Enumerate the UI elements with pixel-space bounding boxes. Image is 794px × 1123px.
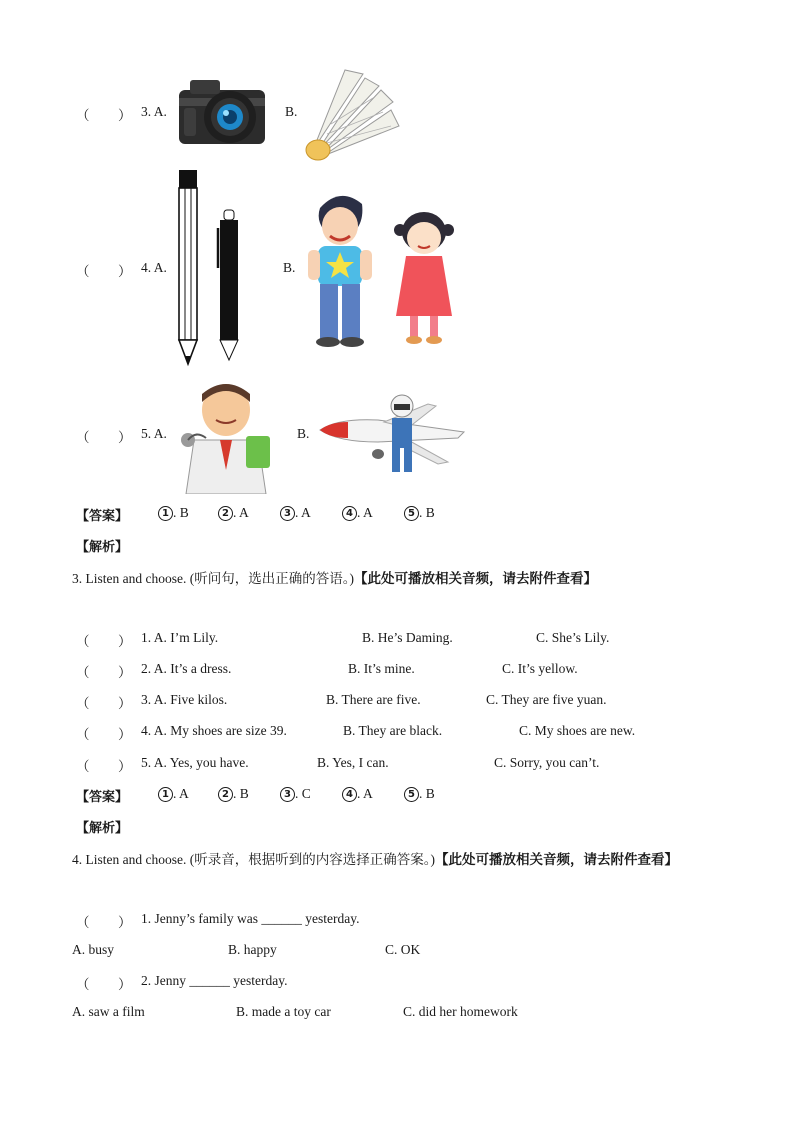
answer-label: 【答案】 xyxy=(76,509,129,524)
shuttlecock-image xyxy=(303,68,401,162)
answer-paren-open: （ xyxy=(76,759,90,774)
answer-paren-open: （ xyxy=(76,727,90,742)
camera-image xyxy=(176,74,268,148)
answer-paren-open: （ xyxy=(76,977,90,992)
answer-paren-open: （ xyxy=(76,108,90,123)
boy-and-girl-image xyxy=(306,190,464,350)
option-b-label: B. xyxy=(283,260,296,275)
analysis-label: 【解析】 xyxy=(76,821,129,836)
option-c: C. did her homework xyxy=(403,1004,518,1019)
question-text: 1. Jenny’s family was ______ yesterday. xyxy=(141,911,360,926)
option-b: B. He’s Daming. xyxy=(362,630,453,645)
answer-paren-close: ） xyxy=(118,108,132,123)
answer-paren-open: （ xyxy=(76,430,90,445)
option-a: 2. A. It’s a dress. xyxy=(141,661,232,676)
answer-paren-open: （ xyxy=(76,634,90,649)
answer-paren-open: （ xyxy=(76,696,90,711)
doctor-image xyxy=(176,380,280,494)
answer-paren-open: （ xyxy=(76,665,90,680)
analysis-label: 【解析】 xyxy=(76,540,129,555)
option-a: 3. A. Five kilos. xyxy=(141,692,228,707)
answer-paren-open: （ xyxy=(76,264,90,279)
answer-paren-close: ） xyxy=(118,915,132,930)
option-b: B. It’s mine. xyxy=(348,661,415,676)
option-b: B. made a toy car xyxy=(236,1004,331,1019)
answer-item: 2 . A xyxy=(218,505,249,521)
option-b-label: B. xyxy=(297,426,310,441)
answer-item: 5 . B xyxy=(404,505,435,521)
answer-item: 1 . A xyxy=(158,786,189,802)
answer-paren-close: ） xyxy=(118,634,132,649)
answer-paren-close: ） xyxy=(118,977,132,992)
option-c: C. It’s yellow. xyxy=(502,661,578,676)
option-a: 5. A. Yes, you have. xyxy=(141,755,249,770)
question-number: 4. A. xyxy=(141,260,167,275)
option-a: A. busy xyxy=(72,942,115,957)
answer-item: 2 . B xyxy=(218,786,249,802)
answer-paren-close: ） xyxy=(118,759,132,774)
answer-paren-close: ） xyxy=(118,727,132,742)
answer-paren-close: ） xyxy=(118,665,132,680)
answer-paren-close: ） xyxy=(118,430,132,445)
section-4-title: 4. Listen and choose. (听录音，根据听到的内容选择正确答案。)【此处可播放相关音频，请去附件查看】 xyxy=(72,852,678,868)
option-b: B. happy xyxy=(228,942,277,957)
answer-item: 5 . B xyxy=(404,786,435,802)
option-c: C. OK xyxy=(385,942,421,957)
pilot-and-plane-image xyxy=(318,392,466,478)
answer-paren-close: ） xyxy=(118,264,132,279)
answer-paren-close: ） xyxy=(118,696,132,711)
option-b-label: B. xyxy=(285,104,298,119)
option-c: C. My shoes are new. xyxy=(519,723,636,738)
option-a: A. saw a film xyxy=(72,1004,145,1019)
option-b: B. Yes, I can. xyxy=(317,755,389,770)
option-c: C. Sorry, you can’t. xyxy=(494,755,600,770)
option-a: 1. A. I’m Lily. xyxy=(141,630,219,645)
question-number: 5. A. xyxy=(141,426,167,441)
option-b: B. There are five. xyxy=(326,692,421,707)
answer-item: 1 . B xyxy=(158,505,189,521)
question-number: 3. A. xyxy=(141,104,167,119)
answer-item: 3 . C xyxy=(280,786,311,802)
option-b: B. They are black. xyxy=(343,723,443,738)
question-text: 2. Jenny ______ yesterday. xyxy=(141,973,288,988)
option-a: 4. A. My shoes are size 39. xyxy=(141,723,287,738)
answer-paren-open: （ xyxy=(76,915,90,930)
option-c: C. They are five yuan. xyxy=(486,692,607,707)
option-c: C. She’s Lily. xyxy=(536,630,610,645)
section-3-title: 3. Listen and choose. (听问句，选出正确的答语。)【此处可播放相关音频，请去附件查看】 xyxy=(72,571,597,587)
answer-item: 4 . A xyxy=(342,786,373,802)
pencil-and-pen-image xyxy=(170,168,242,368)
answer-label: 【答案】 xyxy=(76,790,129,805)
answer-item: 3 . A xyxy=(280,505,311,521)
answer-item: 4 . A xyxy=(342,505,373,521)
